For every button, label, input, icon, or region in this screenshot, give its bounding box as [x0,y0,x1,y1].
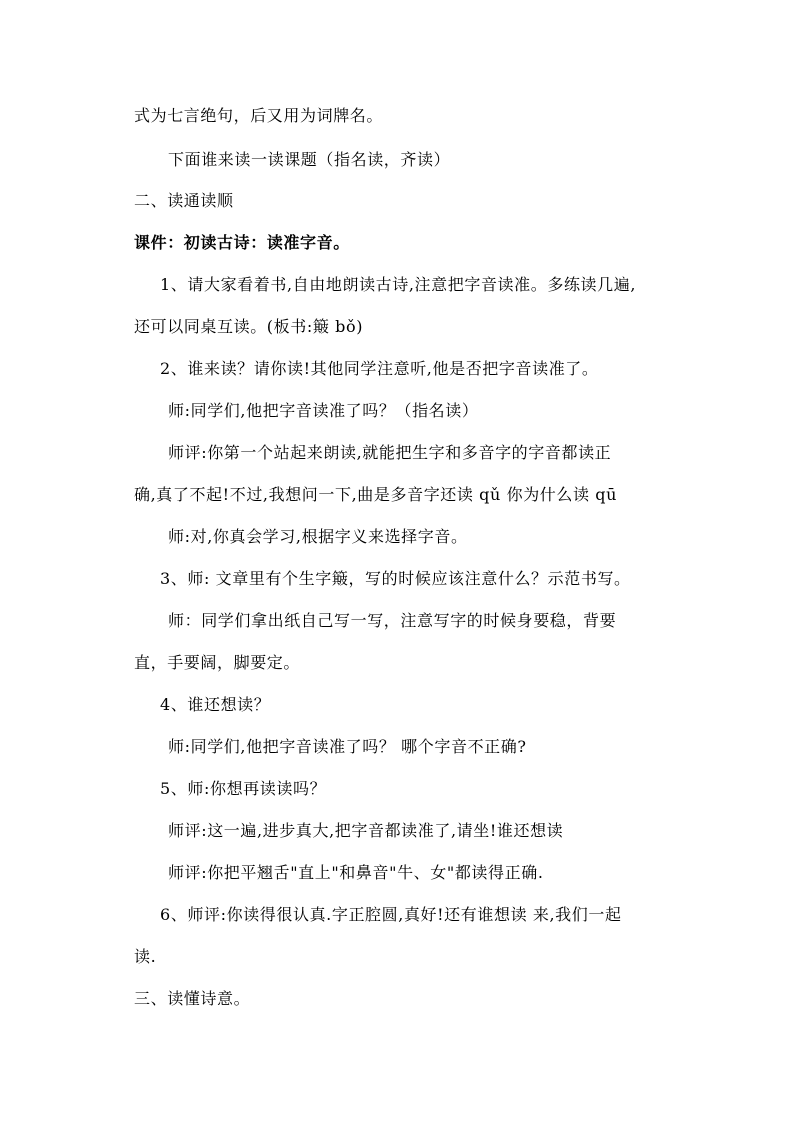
paragraph-line: 1、请大家看着书,自由地朗读古诗,注意把字音读准。多练读几遍, [160,275,637,294]
paragraph-line: 师:同学们,他把字音读准了吗？ 哪个字音不正确? [168,737,527,756]
paragraph-line: 式为七言绝句，后又用为词牌名。 [134,106,384,125]
paragraph-line: 师:对,你真会学习,根据字义来选择字音。 [168,527,468,546]
paragraph-line: 确,真了不起!不过,我想问一下,曲是多音字还读 qǔ 你为什么读 qū [134,485,618,504]
paragraph-line: 还可以同桌互读。(板书:簸 bǒ) [134,317,364,336]
section-heading: 三、读懂诗意。 [134,989,251,1008]
paragraph-line: 4、谁还想读？ [160,695,271,714]
paragraph-line: 读. [134,947,157,966]
courseware-heading: 课件：初读古诗：读准字音。 [134,233,350,252]
paragraph-line: 下面谁来读一读课题（指名读，齐读） [168,150,451,169]
paragraph-line: 师评:这一遍,进步真大,把字音都读准了,请坐!谁还想读 [168,821,564,840]
paragraph-line: 直，手要阔，脚要定。 [134,653,301,672]
paragraph-line: 3、师: 文章里有个生字簸，写的时候应该注意什么？示范书写。 [160,569,631,588]
paragraph-line: 6、师评:你读得很认真.字正腔圆,真好!还有谁想读 来,我们一起 [160,905,622,924]
paragraph-line: 师:同学们,他把字音读准了吗？（指名读） [168,401,479,420]
paragraph-line: 师：同学们拿出纸自己写一写，注意写字的时候身要稳，背要 [168,611,617,630]
paragraph-line: 师评:你把平翘舌"直上"和鼻音"牛、女"都读得正确. [168,863,544,882]
paragraph-line: 2、谁来读？请你读!其他同学注意听,他是否把字音读准了。 [160,359,599,378]
section-heading: 二、读通读顺 [134,191,234,210]
paragraph-line: 师评:你第一个站起来朗读,就能把生字和多音字的字音都读正 [168,443,612,462]
paragraph-line: 5、师:你想再读读吗？ [160,779,327,798]
